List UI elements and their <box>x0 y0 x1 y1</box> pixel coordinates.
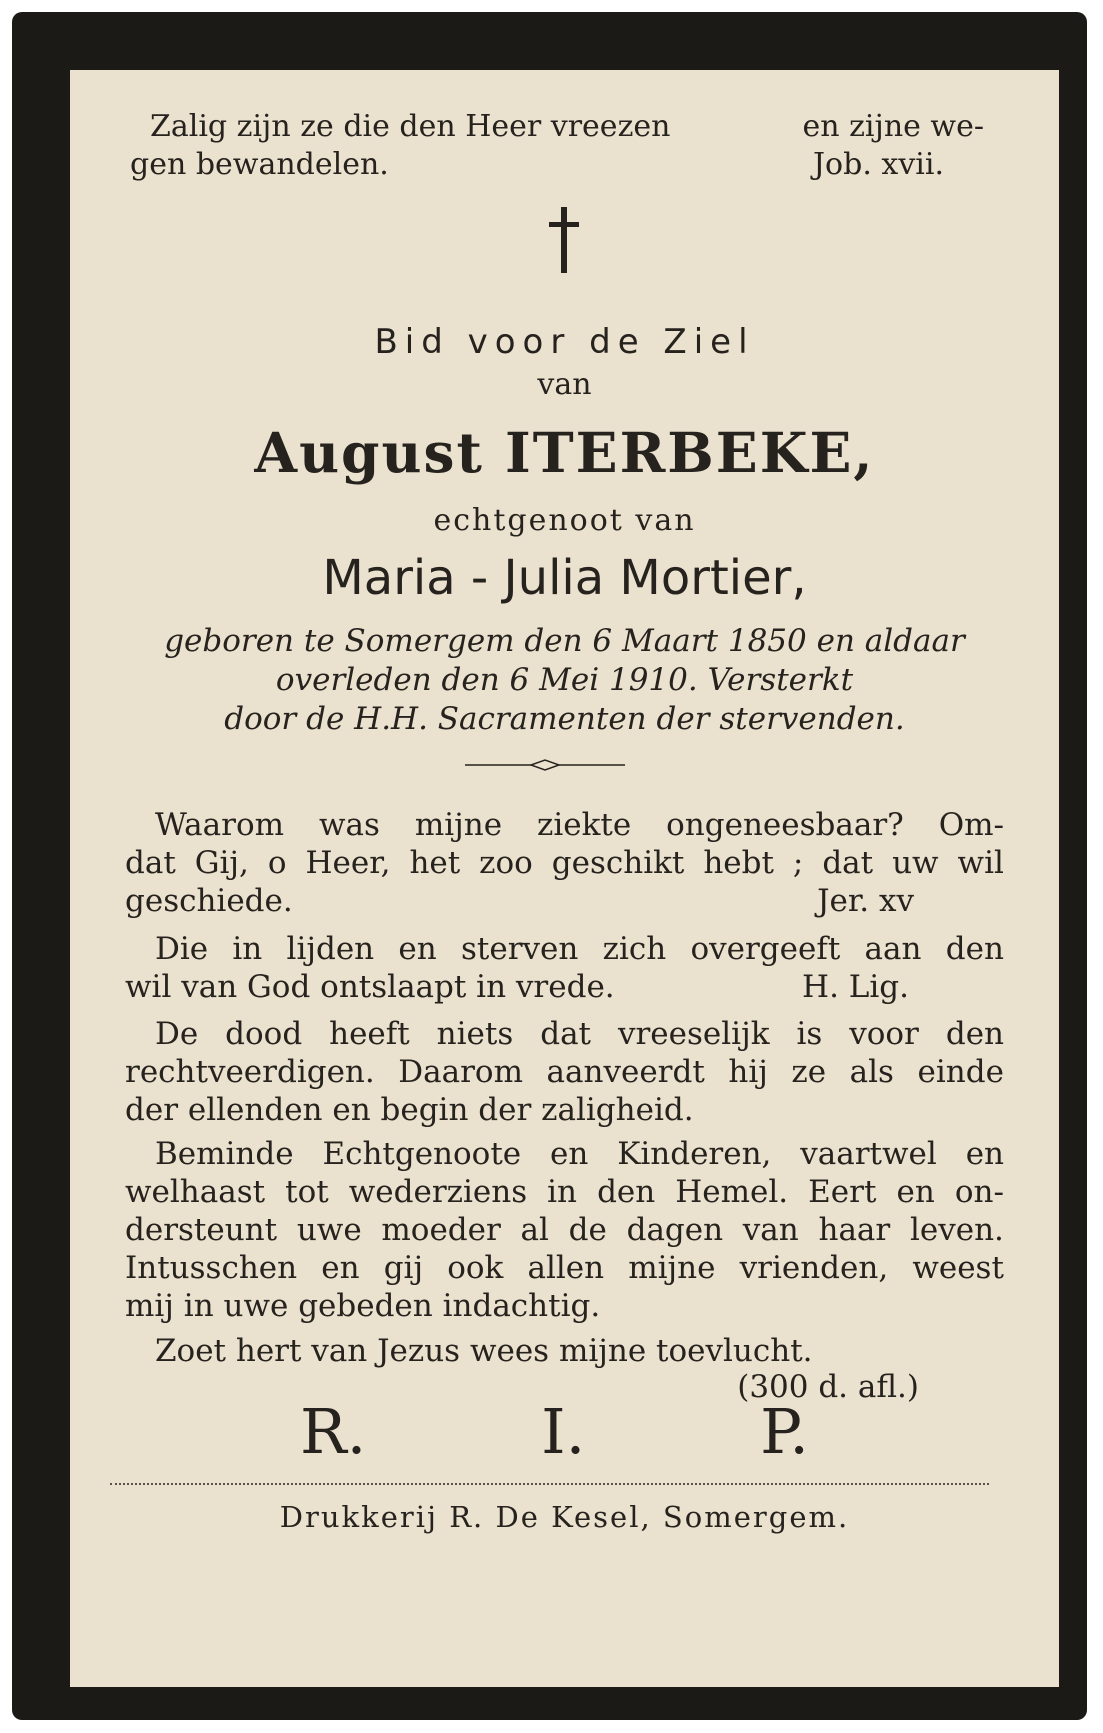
word: weest <box>912 1250 1004 1286</box>
word: Beminde <box>155 1136 294 1172</box>
rip-i: I. <box>541 1395 586 1468</box>
word: dersteunt <box>125 1212 278 1248</box>
cross-icon <box>549 207 579 273</box>
verse2-line1 <box>155 930 1004 968</box>
word: mijne <box>414 807 503 843</box>
van-label: van <box>537 367 592 402</box>
memorial-card <box>12 12 1087 1720</box>
deceased-name: August ITERBEKE, <box>254 420 875 485</box>
epigraph <box>130 108 984 184</box>
word: al <box>520 1212 549 1248</box>
word: wederziens <box>348 1174 528 1210</box>
verse4-line4 <box>125 1249 1004 1287</box>
word: allen <box>527 1250 605 1286</box>
verse1-line3-left: geschiede. <box>125 883 293 919</box>
rip-letters <box>300 1395 809 1468</box>
word: hebt <box>703 845 774 881</box>
indulgence-note: (300 d. afl.) <box>737 1369 919 1405</box>
word: Eert <box>808 1174 877 1210</box>
verse1-citation: Jer. xv <box>817 883 914 919</box>
verse2-line2 <box>125 968 909 1006</box>
word: moeder <box>381 1212 501 1248</box>
word: zich <box>602 931 667 967</box>
word: ook <box>447 1250 504 1286</box>
word: en <box>550 1136 589 1172</box>
word: is <box>796 1016 823 1052</box>
verse1-line1 <box>155 806 1004 844</box>
word: vreeselijk <box>617 1016 770 1052</box>
word: o <box>267 845 287 881</box>
word: ongeneesbaar? <box>666 807 904 843</box>
rip-r: R. <box>300 1395 367 1468</box>
verse4-line1 <box>155 1135 1004 1173</box>
word: Gij, <box>194 845 249 881</box>
word: dood <box>225 1016 303 1052</box>
epigraph-line1-right: en zijne we- <box>802 109 984 144</box>
word: Echtgenoote <box>322 1136 522 1172</box>
rip-p: P. <box>760 1395 809 1468</box>
word: Heer, <box>305 845 391 881</box>
dotted-rule <box>110 1483 989 1485</box>
word: uwe <box>296 1212 362 1248</box>
word: niets <box>436 1016 514 1052</box>
word: Waarom <box>155 807 285 843</box>
verse3-line1 <box>155 1015 1004 1053</box>
word: haar <box>818 1212 891 1248</box>
word: dat <box>822 845 874 881</box>
word: ziekte <box>537 807 632 843</box>
word: in <box>232 931 263 967</box>
epigraph-citation: Job. xvii. <box>813 147 944 182</box>
verse1-line3 <box>125 882 914 920</box>
word: Hemel. <box>675 1174 789 1210</box>
word: den <box>597 1174 656 1210</box>
word: aan <box>864 931 922 967</box>
word: Kinderen, <box>617 1136 772 1172</box>
verse4-line5: mij in uwe gebeden indachtig. <box>125 1288 601 1324</box>
verse2-line2-left: wil van God ontslaapt in vrede. <box>125 969 615 1005</box>
word: gij <box>383 1250 424 1286</box>
verse1-line2 <box>125 844 1004 882</box>
word: van <box>742 1212 799 1248</box>
word: en <box>321 1250 360 1286</box>
word: het <box>409 845 461 881</box>
epigraph-line1-left: Zalig zijn ze die den Heer vreezen <box>150 109 671 144</box>
bio-line-3: door de H.H. Sacramenten der stervenden. <box>224 701 905 737</box>
verse3-line2 <box>125 1053 1004 1091</box>
word: lijden <box>286 931 375 967</box>
word: Daarom <box>398 1054 523 1090</box>
word: Die <box>155 931 209 967</box>
word: dagen <box>626 1212 724 1248</box>
card-paper <box>70 70 1059 1687</box>
printer-credit: Drukkerij R. De Kesel, Somergem. <box>279 1500 850 1534</box>
word: dat <box>540 1016 592 1052</box>
verse4-line3 <box>125 1211 1004 1249</box>
word: welhaast <box>125 1174 266 1210</box>
prayer-request: Bid voor de Ziel <box>374 322 755 362</box>
word: uw <box>892 845 939 881</box>
ornament-divider <box>465 758 625 772</box>
word: sterven <box>461 931 579 967</box>
word: tot <box>285 1174 329 1210</box>
word: heeft <box>329 1016 410 1052</box>
bio-line-2: overleden den 6 Mei 1910. Versterkt <box>275 662 854 698</box>
word: voor <box>849 1016 919 1052</box>
spouse-name: Maria - Julia Mortier, <box>322 550 807 606</box>
bio-line-1: geboren te Somergem den 6 Maart 1850 en aldaar <box>164 623 965 659</box>
word: Intusschen <box>125 1250 298 1286</box>
word: vaartwel <box>800 1136 937 1172</box>
word: was <box>318 807 380 843</box>
word: en <box>965 1136 1004 1172</box>
word: rechtveerdigen. <box>125 1054 375 1090</box>
word: als <box>849 1054 894 1090</box>
word: geschikt <box>551 845 685 881</box>
word: leven. <box>909 1212 1004 1248</box>
epigraph-line2-left: gen bewandelen. <box>130 147 389 182</box>
verse2-citation: H. Lig. <box>802 969 909 1005</box>
word: vrienden, <box>739 1250 889 1286</box>
word: on- <box>954 1174 1004 1210</box>
word: dat <box>125 845 176 881</box>
word: aanveerdt <box>546 1054 705 1090</box>
word: ze <box>791 1054 827 1090</box>
word: in <box>547 1174 578 1210</box>
verse3-line3: der ellenden en begin der zaligheid. <box>125 1092 694 1128</box>
spouse-label: echtgenoot van <box>433 503 696 538</box>
word: en <box>896 1174 935 1210</box>
word: overgeeft <box>690 931 841 967</box>
word: hij <box>728 1054 768 1090</box>
word: de <box>568 1212 607 1248</box>
word: Om- <box>938 807 1004 843</box>
word: ; <box>792 845 804 881</box>
word: den <box>945 931 1004 967</box>
word: mijne <box>628 1250 716 1286</box>
word: einde <box>917 1054 1004 1090</box>
word: wil <box>957 845 1004 881</box>
word: De <box>155 1016 199 1052</box>
word: den <box>945 1016 1004 1052</box>
verse4-line2 <box>125 1173 1004 1211</box>
word: zoo <box>479 845 533 881</box>
closing-prayer: Zoet hert van Jezus wees mijne toevlucht. <box>155 1333 813 1369</box>
word: en <box>398 931 437 967</box>
